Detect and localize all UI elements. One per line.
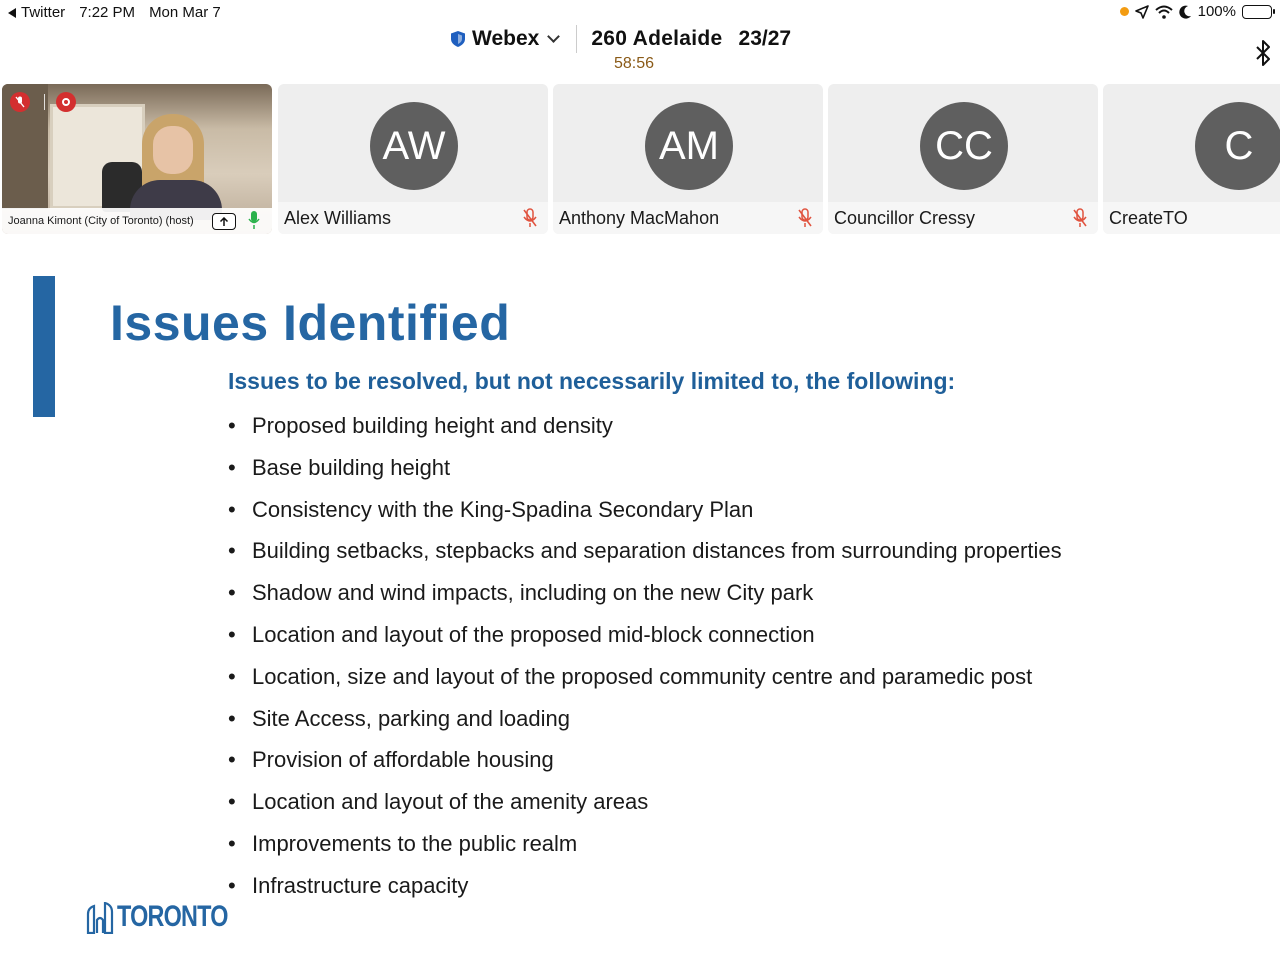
meeting-header bbox=[0, 24, 1280, 80]
back-arrow-icon bbox=[8, 8, 16, 18]
issues-list bbox=[228, 408, 1062, 910]
list-item-text: Shadow and wind impacts, including on the new City park bbox=[252, 580, 814, 606]
list-item: • Site Access, parking and loading bbox=[228, 701, 1062, 743]
back-app-label: Twitter bbox=[21, 4, 66, 21]
avatar: C bbox=[1195, 102, 1280, 190]
battery-percent: 100% bbox=[1197, 3, 1236, 20]
list-item: • Consistency with the King-Spadina Secondary Plan bbox=[228, 492, 1062, 534]
participant-counter[interactable]: 23/27 bbox=[738, 27, 792, 50]
share-up-arrow-icon[interactable] bbox=[212, 213, 236, 230]
list-item: • Building setbacks, stepbacks and separation distances from surrounding properties bbox=[228, 533, 1062, 575]
microphone-active-icon bbox=[248, 210, 260, 230]
participant-name: Anthony MacMahon bbox=[559, 207, 720, 228]
mic-in-use-dot-icon bbox=[1120, 7, 1129, 16]
list-item-text: Base building height bbox=[252, 454, 451, 480]
slide-title: Issues Identified bbox=[110, 295, 511, 351]
list-item-text: Location and layout of the amenity areas bbox=[252, 789, 649, 815]
recording-icon[interactable] bbox=[56, 92, 76, 112]
location-arrow-icon bbox=[1135, 5, 1149, 19]
toronto-logo-text: TORONTO bbox=[117, 900, 228, 933]
participant-name: Alex Williams bbox=[284, 207, 392, 228]
list-item-text: Provision of affordable housing bbox=[252, 747, 554, 773]
list-item: • Location, size and layout of the proposed community centre and paramedic post bbox=[228, 659, 1062, 701]
list-item: • Shadow and wind impacts, including on the new City park bbox=[228, 575, 1062, 617]
status-bar bbox=[0, 0, 1280, 26]
list-item: • Location and layout of the proposed mid-block connection bbox=[228, 617, 1062, 659]
participant-tile[interactable] bbox=[553, 84, 823, 234]
list-item: • Location and layout of the amenity areas bbox=[228, 784, 1062, 826]
back-to-app-link[interactable] bbox=[8, 4, 65, 21]
participant-name-bar bbox=[553, 202, 823, 234]
list-item-text: Proposed building height and density bbox=[252, 413, 613, 438]
avatar: AM bbox=[645, 102, 733, 190]
shield-icon bbox=[450, 30, 466, 48]
list-item-text: Infrastructure capacity bbox=[252, 872, 469, 898]
avatar: CC bbox=[920, 102, 1008, 190]
list-item-text: Site Access, parking and loading bbox=[252, 705, 570, 731]
participant-name: Councillor Cressy bbox=[834, 207, 976, 228]
list-item: • Provision of affordable housing bbox=[228, 742, 1062, 784]
chevron-down-icon bbox=[547, 30, 560, 43]
toronto-logo bbox=[86, 900, 259, 934]
list-item-text: Location, size and layout of the proposed community centre and paramedic post bbox=[252, 663, 1033, 689]
webex-label: Webex bbox=[472, 27, 540, 50]
list-item-text: Location and layout of the proposed mid-block connection bbox=[252, 621, 815, 647]
participant-name-bar bbox=[1103, 202, 1280, 234]
mute-indicator-icon[interactable] bbox=[10, 92, 30, 112]
moon-icon bbox=[1179, 5, 1192, 19]
list-item: • Base building height bbox=[228, 450, 1062, 492]
slide-subtitle: Issues to be resolved, but not necessarily limited to, the following: bbox=[228, 368, 956, 394]
participant-tile[interactable] bbox=[828, 84, 1098, 234]
participant-name: Joanna Kimont (City of Toronto) (host) bbox=[8, 215, 194, 227]
participant-tile[interactable] bbox=[278, 84, 548, 234]
participant-name-bar bbox=[828, 202, 1098, 234]
participant-tile-host-video[interactable] bbox=[2, 84, 272, 234]
shared-presentation-slide bbox=[0, 240, 1280, 960]
meeting-title: 260 Adelaide bbox=[591, 27, 723, 50]
participant-name: CreateTO bbox=[1109, 207, 1188, 228]
microphone-muted-icon bbox=[1072, 208, 1088, 228]
city-hall-icon bbox=[86, 902, 114, 934]
list-item-text: Improvements to the public realm bbox=[252, 830, 578, 856]
microphone-muted-icon bbox=[522, 208, 538, 228]
participant-name-bar bbox=[278, 202, 548, 234]
avatar: AW bbox=[370, 102, 458, 190]
participant-strip[interactable] bbox=[0, 84, 1280, 234]
header-divider bbox=[576, 25, 577, 53]
battery-icon bbox=[1242, 5, 1272, 19]
bluetooth-icon[interactable] bbox=[1254, 40, 1272, 66]
microphone-muted-icon bbox=[797, 208, 813, 228]
list-item: • Proposed building height and density bbox=[228, 408, 1062, 450]
meeting-timer: 58:56 bbox=[614, 55, 655, 72]
list-item-text: Consistency with the King-Spadina Secondary Plan bbox=[252, 496, 754, 522]
list-item-text: Building setbacks, stepbacks and separation distances from surrounding properties bbox=[252, 538, 1062, 564]
participant-tile[interactable] bbox=[1103, 84, 1280, 234]
date: Mon Mar 7 bbox=[149, 4, 221, 21]
list-item: • Improvements to the public realm bbox=[228, 826, 1062, 868]
slide-accent-bar bbox=[33, 276, 55, 417]
webex-menu-button[interactable] bbox=[450, 27, 558, 51]
clock: 7:22 PM bbox=[79, 4, 136, 21]
list-item: • Infrastructure capacity bbox=[228, 868, 1062, 910]
wifi-icon bbox=[1155, 5, 1173, 19]
